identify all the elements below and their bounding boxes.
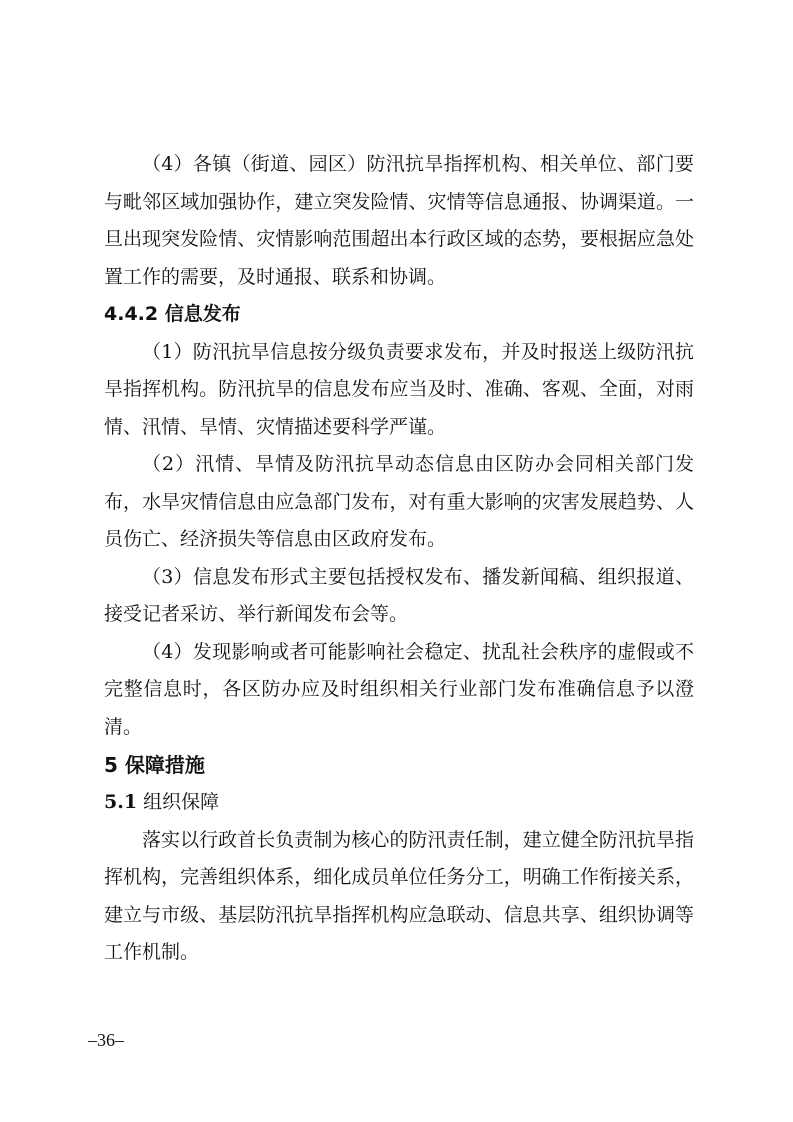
heading-5-1 — [104, 784, 694, 822]
page-content — [104, 146, 694, 972]
paragraph-coordination: （4）各镇（街道、园区）防汛抗旱指挥机构、相关单位、部门要与毗邻区域加强协作，建立突发险情、灾情等信息通报、协调渠道。一旦出现突发险情、灾情影响范围超出本行政区域的态势，要根据应急处置工作的需要，及时通报、联系和协调。 — [104, 153, 694, 288]
paragraph-info-release-4: （4）发现影响或者可能影响社会稳定、扰乱社会秩序的虚假或不完整信息时，各区防办应及时组织相关行业部门发布准确信息予以澄清。 — [104, 640, 694, 738]
paragraph-info-release-1: （1）防汛抗旱信息按分级负责要求发布，并及时报送上级防汛抗旱指挥机构。防汛抗旱的信息发布应当及时、准确、客观、全面，对雨情、汛情、旱情、灾情描述要科学严谨。 — [104, 340, 694, 438]
paragraph-organization-guarantee: 落实以行政首长负责制为核心的防汛责任制，建立健全防汛抗旱指挥机构，完善组织体系，细化成员单位任务分工，明确工作衔接关系，建立与市级、基层防汛抗旱指挥机构应急联动、信息共享、组织协调等工作机制。 — [104, 828, 694, 963]
heading-5-1-number: 5.1 — [104, 791, 138, 813]
page-number: –36– — [88, 1030, 124, 1050]
heading-5: 5 保障措施 — [104, 753, 205, 777]
heading-5-1-title: 组织保障 — [143, 791, 220, 813]
paragraph-info-release-2: （2）汛情、旱情及防汛抗旱动态信息由区防办会同相关部门发布，水旱灾情信息由应急部门发布，对有重大影响的灾害发展趋势、人员伤亡、经济损失等信息由区政府发布。 — [104, 453, 694, 550]
paragraph-info-release-3: （3）信息发布形式主要包括授权发布、播发新闻稿、组织报道、接受记者采访、举行新闻发布会等。 — [104, 565, 694, 625]
heading-4-4-2: 4.4.2 信息发布 — [104, 303, 241, 325]
